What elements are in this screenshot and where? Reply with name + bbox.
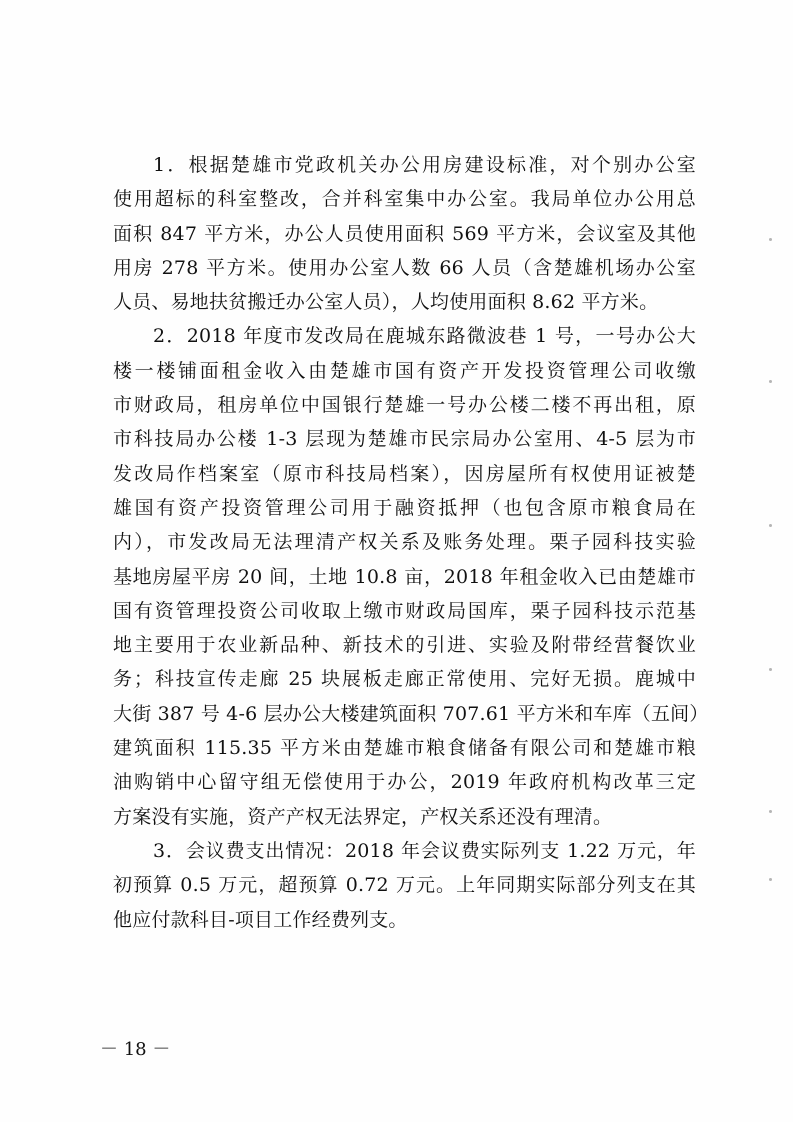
paragraph-2-line-5: 发改局作档案室（原市科技局档案），因房屋所有权使用证被楚 bbox=[113, 462, 696, 485]
margin-mark bbox=[769, 810, 772, 813]
paragraph-2-line-1: 2．2018 年度市发改局在鹿城东路微波巷 1 号，一号办公大 bbox=[153, 325, 696, 348]
paragraph-2-line-11: 务；科技宣传走廊 25 块展板走廊正常使用、完好无损。鹿城中 bbox=[113, 668, 696, 691]
document-body bbox=[113, 148, 709, 937]
paragraph-1-line-1: 1．根据楚雄市党政机关办公用房建设标准，对个别办公室 bbox=[153, 154, 696, 176]
paragraph-2-line-2: 楼一楼铺面租金收入由楚雄市国有资产开发投资管理公司收缴 bbox=[113, 359, 696, 382]
paragraph-2-line-3: 市财政局，租房单位中国银行楚雄一号办公楼二楼不再出租，原 bbox=[113, 394, 696, 417]
paragraph-3-line-2: 初预算 0.5 万元，超预算 0.72 万元。上年同期实际部分列支在其 bbox=[113, 874, 696, 897]
paragraph-2-line-13: 建筑面积 115.35 平方米由楚雄市粮食储备有限公司和楚雄市粮 bbox=[113, 737, 696, 760]
paragraph-2-line-6: 雄国有资产投资管理公司用于融资抵押（也包含原市粮食局在 bbox=[113, 496, 696, 519]
paragraph-2-line-10: 地主要用于农业新品种、新技术的引进、实验及附带经营餐饮业 bbox=[113, 634, 696, 657]
paragraph-2-line-8: 基地房屋平房 20 间，土地 10.8 亩，2018 年租金收入已由楚雄市 bbox=[113, 565, 696, 588]
paragraph-1-line-3: 面积 847 平方米，办公人员使用面积 569 平方米，会议室及其他 bbox=[113, 222, 696, 245]
paragraph-2-line-9: 国有资管理投资公司收取上缴市财政局国库，栗子园科技示范基 bbox=[113, 599, 696, 622]
margin-mark bbox=[769, 524, 772, 527]
margin-mark bbox=[769, 668, 772, 671]
paragraph-1-line-2: 使用超标的科室整改，合并科室集中办公室。我局单位办公用总 bbox=[113, 188, 696, 211]
margin-mark bbox=[769, 878, 772, 881]
margin-mark bbox=[769, 238, 772, 241]
paragraph-2-line-4: 市科技局办公楼 1-3 层现为楚雄市民宗局办公室用、4-5 层为市 bbox=[113, 428, 696, 451]
paragraph-1-line-4: 用房 278 平方米。使用办公室人数 66 人员（含楚雄机场办公室 bbox=[113, 256, 696, 279]
paragraph-2-line-14: 油购销中心留守组无偿使用于办公，2019 年政府机构改革三定 bbox=[113, 771, 696, 794]
paragraph-1-line-5: 人员、易地扶贫搬迁办公室人员），人均使用面积 8.62 平方米。 bbox=[113, 291, 659, 314]
paragraph-2-line-15: 方案没有实施，资产产权无法界定，产权关系还没有理清。 bbox=[113, 805, 613, 828]
paragraph-2-line-7: 内），市发改局无法理清产权关系及账务处理。栗子园科技实验 bbox=[113, 531, 696, 554]
margin-mark bbox=[769, 380, 772, 383]
paragraph-3-line-1: 3．会议费支出情况：2018 年会议费实际列支 1.22 万元，年 bbox=[153, 839, 696, 862]
paragraph-2-line-12: 大街 387 号 4-6 层办公大楼建筑面积 707.61 平方米和车库（五间） bbox=[113, 702, 709, 725]
page-number: － 18 － bbox=[100, 1039, 171, 1060]
paragraph-3-line-3: 他应付款科目-项目工作经费列支。 bbox=[113, 908, 408, 931]
